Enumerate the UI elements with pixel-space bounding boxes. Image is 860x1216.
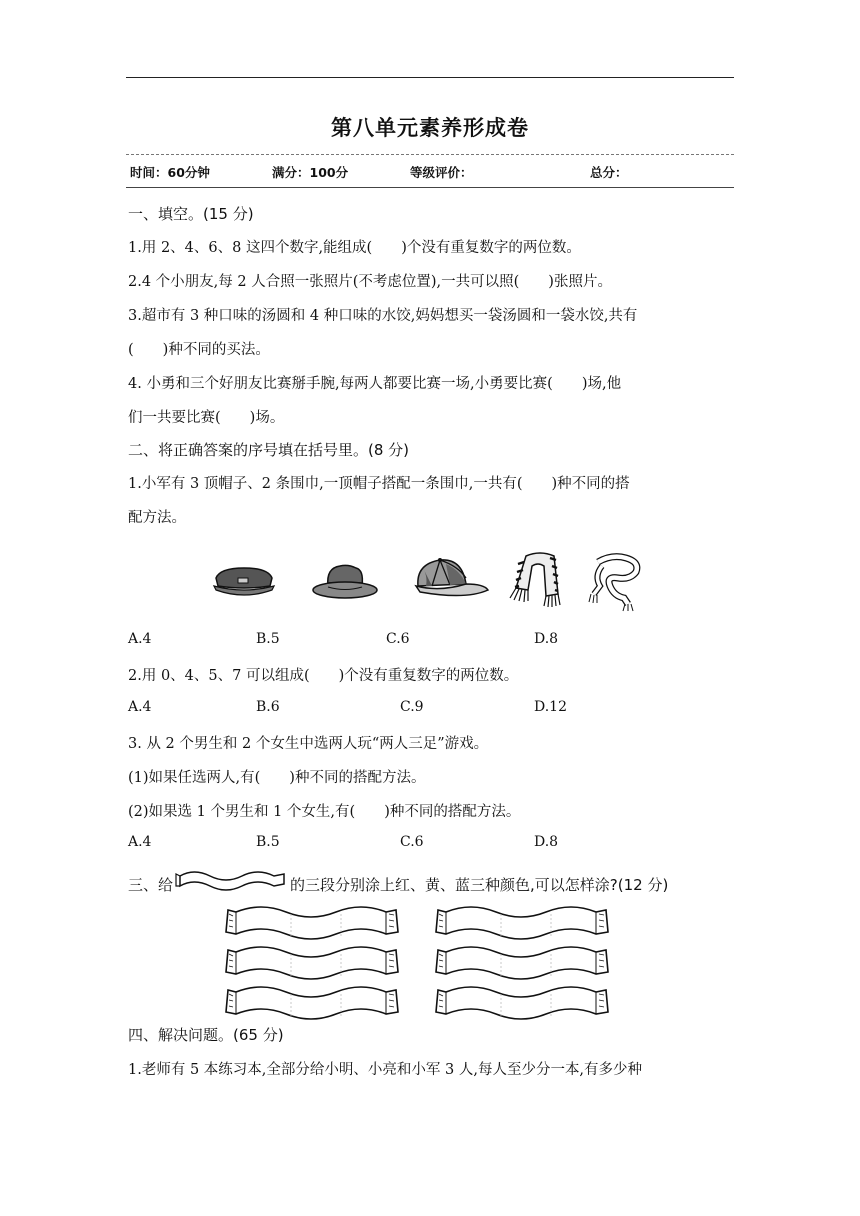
s2-q1-option-c: C.6 [386, 631, 410, 647]
s2-question-2: 2.用 0、4、5、7 可以组成( )个没有重复数字的两位数。 [128, 668, 519, 684]
s2-q3-option-a: A.4 [128, 834, 152, 850]
section-3-heading-pre: 三、给 [128, 876, 174, 894]
s2-q1-option-b: B.5 [256, 631, 280, 647]
section-4-heading: 四、解决问题。(65 分) [128, 1026, 284, 1044]
s1-question-3-line2: ( )种不同的买法。 [128, 342, 270, 358]
baseball-cap-icon [410, 556, 492, 600]
s2-q3-option-d: D.8 [534, 834, 559, 850]
s1-question-2: 2.4 个小朋友,每 2 人合照一张照片(不考虑位置),一共可以照( )张照片。 [128, 274, 612, 290]
section-1-heading: 一、填空。(15 分) [128, 205, 254, 223]
s1-question-4-line2: 们一共要比赛( )场。 [128, 410, 285, 426]
section-3-heading-post: 的三段分别涂上红、黄、蓝三种颜色,可以怎样涂?(12 分) [290, 876, 669, 894]
top-rule [126, 77, 734, 78]
info-grade: 等级评价： [410, 165, 473, 180]
info-time: 时间：60分钟 [130, 165, 210, 180]
info-total: 总分： [590, 165, 628, 180]
inline-scarf-icon [174, 868, 290, 892]
s1-question-3-line1: 3.超市有 3 种口味的汤圆和 4 种口味的水饺,妈妈想买一袋汤圆和一袋水饺,共有 [128, 308, 638, 324]
s2-q1-option-d: D.8 [534, 631, 559, 647]
s2-question-1-line2: 配方法。 [128, 510, 186, 526]
dashed-divider [126, 154, 734, 155]
fedora-hat-icon [310, 560, 378, 604]
page-title: 第八单元素养形成卷 [331, 116, 529, 140]
s2-q2-option-b: B.6 [256, 699, 280, 715]
s2-question-3-part-1: (1)如果任选两人,有( )种不同的搭配方法。 [128, 770, 426, 786]
s2-q1-option-a: A.4 [128, 631, 152, 647]
striped-scarf-icon [506, 550, 572, 610]
s2-q2-option-d: D.12 [534, 699, 567, 715]
s2-question-3: 3. 从 2 个男生和 2 个女生中选两人玩“两人三足”游戏。 [128, 736, 489, 752]
s2-q2-option-a: A.4 [128, 699, 152, 715]
info-divider [126, 187, 734, 188]
cap-hat-icon [210, 560, 278, 600]
wavy-scarf-icon [588, 552, 648, 612]
s2-q3-option-b: B.5 [256, 834, 280, 850]
s2-question-3-part-2: (2)如果选 1 个男生和 1 个女生,有( )种不同的搭配方法。 [128, 804, 521, 820]
s2-q3-option-c: C.6 [400, 834, 424, 850]
s2-q2-option-c: C.9 [400, 699, 424, 715]
s1-question-4-line1: 4. 小勇和三个好朋友比赛掰手腕,每两人都要比赛一场,小勇要比赛( )场,他 [128, 376, 622, 392]
s1-question-1: 1.用 2、4、6、8 这四个数字,能组成( )个没有重复数字的两位数。 [128, 240, 581, 256]
info-full-score: 满分：100分 [272, 165, 349, 180]
section-2-heading: 二、将正确答案的序号填在括号里。(8 分) [128, 441, 410, 459]
scarf-coloring-grid [222, 900, 642, 1020]
s2-question-1-line1: 1.小军有 3 顶帽子、2 条围巾,一顶帽子搭配一条围巾,一共有( )种不同的搭 [128, 476, 630, 492]
s4-question-1: 1.老师有 5 本练习本,全部分给小明、小亮和小军 3 人,每人至少分一本,有多少种 [128, 1062, 643, 1078]
